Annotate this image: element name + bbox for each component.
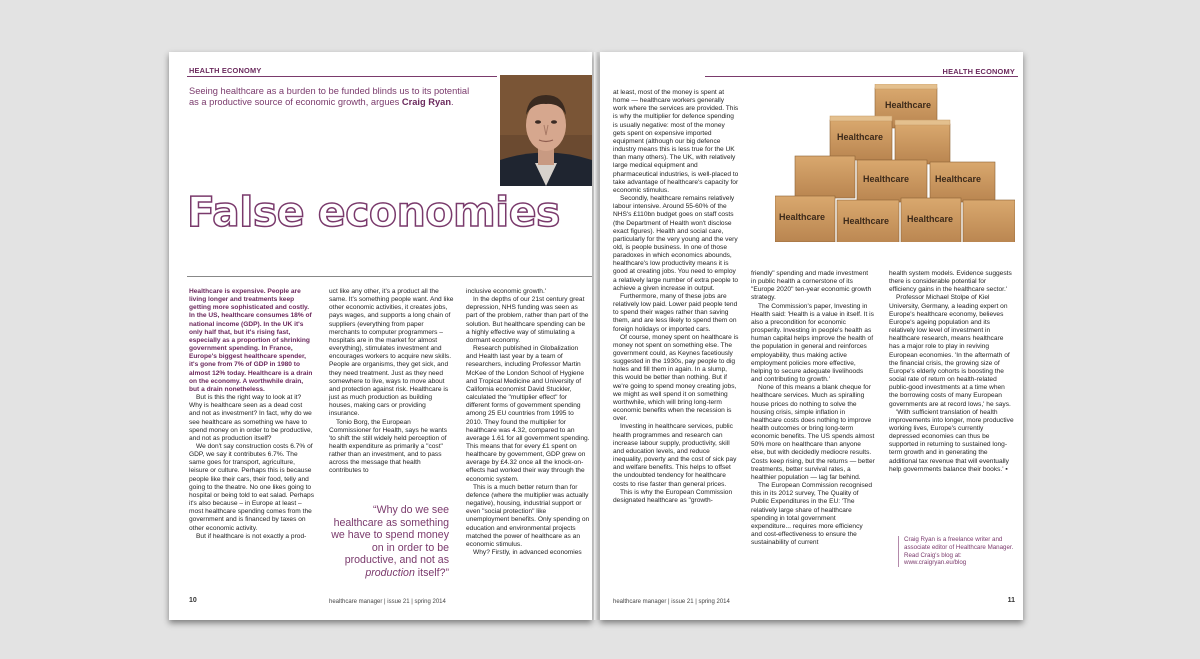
pull-quote-text: “Why do we see healthcare as something we have to spend money on in order to be productive, and not as [331,504,449,567]
pull-quote-end: itself?” [417,566,449,579]
page-number: 11 [1007,597,1015,604]
pull-quote [329,504,449,580]
body-paragraph: The European Commission recognised this in its 2012 survey, The Quality of Public Expenditures in the EU: 'The relatively large share of healthcare spending in total government expenditure... requires more efficiency and cost-effectiveness to ensure the sustainability of current [751,482,872,547]
body-paragraph: None of this means a blank cheque for healthcare services. Much as spiralling house prices do nothing to solve the housing crisis, simple inflation in healthcare costs does nothing to improve health outcomes or bring long-term economic benefits. The US spends almost 50% more on healthcare than anyone else, but with decidedly mediocre results. Costs keep rising, but the returns — better treatments, better survival rates, a healthier population — lag far behind. [751,384,875,481]
author-photo [500,75,592,186]
body-paragraph: This is a much better return than for defence (where the multiplier was actually negative), housing, industrial support or even "social protection" like unemployment benefits. Only spending on education and environmental projects matched the power of healthcare as an economic stimulus. [466,483,590,548]
healthcare-boxes-illustration [775,84,1015,259]
body-paragraph: Research published in Globalization and Health last year by a team of researchers, including Professor Martin McKee of the London School of Hygiene and Tropical Medicine and University of California economist David Stuckler, calculated the "multiplier effect" for different forms of government spending among 25 EU countries from 1995 to 2010. They found the multiplier for healthcare was 4.32, compared to an average 1.61 for all government spending. This means that for every £1 spent on healthcare by government, GDP grew on average by £4.32 once all the knock-on-effects had worked their way through the economic system. [466,345,590,483]
box-label: Healthcare [863,174,910,184]
body-paragraph: friendly" spending and made investment in public health a cornerstone of its "Europe 2020" ten-year economic growth strategy. [751,270,872,302]
body-paragraph: But is this the right way to look at it? Why is healthcare seen as a dead cost and not as investment? In fact, why do we see healthcare as something we have to spend money on in order to be productive, and not as production itself? [189,394,313,442]
box-label: Healthcare [843,216,890,226]
box-label: Healthcare [907,214,954,224]
body-paragraph: uct like any other, it's a product all the same. It's something people want. And like other economic activities, it creates jobs, pays wages, and supports a long chain of suppliers (everything from paper merchants to computer programmers – hospitals are in the market for almost everything), stimulates investment and encourages workers to acquire new skills. People are organisms, they get sick, and they need treatment. Just as they need somewhere to live, ways to move about and protection against risk. Healthcare is just as much production as building houses, making cars or providing insurance. [329,288,454,418]
right-page [600,52,1023,620]
section-rule [187,76,497,77]
standfirst-text: Seeing healthcare as a burden to be funded blinds us to its potential as a productive source of economic growth, argues [189,86,470,107]
author-name: Craig Ryan [401,97,452,107]
body-paragraph: health system models. Evidence suggests there is considerable potential for efficiency gains in the healthcare sector.' [889,270,1012,294]
headline-rule [187,276,592,277]
boxes-svg [775,84,1015,259]
box-label: Healthcare [935,174,982,184]
body-paragraph: 'With sufficient translation of health improvements into longer, more productive working lives, Europe's currently depressed economies can thus be supported in returning to sustained long-term growth and in generating the additional tax revenue that will eventually help governments balance their books.' ▪ [889,408,1014,473]
body-paragraph: We don't say construction costs 6.7% of GDP, we say it contributes 6.7%. The same goes for transport, agriculture, leisure or culture. Perhaps this is because people like their cars, their food, telly and going to the theatre. No one likes going to hospital or being told to eat salad. Perhaps it's also because – in Europe at least – most healthcare spending comes from the government and is financed by taxes on other economic activity. [189,442,314,532]
body-column-2 [751,270,875,547]
body-column-3 [466,288,590,557]
headline: False economies [187,188,560,236]
standfirst: Seeing healthcare as a burden to be funded blinds us to its potential as a productive source of economic growth, argues Craig Ryan. [189,86,470,107]
box-label: Healthcare [779,212,826,222]
folio: healthcare manager | issue 21 | spring 2014 [329,599,446,605]
pull-quote-italic: production [365,566,415,579]
body-paragraph: inclusive economic growth.' [466,288,547,295]
body-paragraph: In the depths of our 21st century great depression, NHS funding was seen as part of the problem, rather than part of the solution. But healthcare spending can be a highly effective way of stimulating a dormant economy. [466,296,589,344]
author-bio: Craig Ryan is a freelance writer and associate editor of Healthcare Manager. Read Craig's blog at: www.craigryan.eu/blog [898,536,1019,567]
section-label: HEALTH ECONOMY [189,66,262,75]
body-paragraph: Secondly, healthcare remains relatively labour intensive. Around 55-60% of the NHS's £110bn budget goes on staff costs (the Department of Health won't disclose exact figures). Health and social care, particularly for the very young and the very old, is people business. In one of those paradoxes in which economics abounds, healthcare's low productivity means it is good at creating jobs. You need to employ a relatively large number of extra people to achieve a given increase in output. [613,195,738,292]
box-label: Healthcare [885,100,932,110]
body-column-1 [613,89,739,505]
body-column-1 [189,288,314,541]
body-paragraph: This is why the European Commission designated healthcare as "growth- [613,488,733,504]
body-column-2 [329,288,454,476]
body-paragraph: Why? Firstly, in advanced economies [473,549,582,556]
box-label: Healthcare [837,132,884,142]
folio: healthcare manager | issue 21 | spring 2014 [613,599,730,605]
section-rule [705,76,1018,77]
body-paragraph: But if healthcare is not exactly a prod- [196,532,307,540]
left-page [169,52,592,620]
body-paragraph: Investing in healthcare services, public health programmes and research can increase labour supply, productivity, skill and education levels, and reduce inequality, poverty and the cost of sick pay and welfare benefits. This helps to offset the undoubted tendency for healthcare costs to rise faster than general prices. [613,423,737,488]
body-paragraph: at least, most of the money is spent at home — healthcare workers generally work where the services are provided. This is why the multiplier for defence spending is usually negative: most of the money gets spent on expensive imported equipment (although our big defence industry means this is less true for the UK than many others). The UK, with relatively large medical equipment and pharmaceutical industries, is well-placed to take advantage of healthcare's capacity for economic stimulus. [613,89,739,194]
body-paragraph: Professor Michael Stolpe of Kiel University, Germany, a leading expert on Europe's healthcare economy, believes Europe's ageing population and its relatively low level of investment in healthcare research, means healthcare has a major role to play in reviving European economies. 'In the aftermath of the financial crisis, the growing size of Europe's elderly cohorts is boosting the social rate of return on health-related public-good investments at a time when the borrowing costs of many European governments are at record lows,' he says. [889,294,1011,408]
intro-paragraph: Healthcare is expensive. People are living longer and treatments keep getting more sophisticated and costly. In the US, healthcare consumes 18% of national income (GDP). In the UK it's only half that, but it's rising fast, especially as a proportion of shrinking government spending. In France, Europe's biggest healthcare spender, it's gone from 7% of GDP in 1980 to almost 12% today. Healthcare is a drain on the economy. A worthwhile drain, but a drain nonetheless. [189,288,313,393]
body-paragraph: Furthermore, many of these jobs are relatively low paid. Lower paid people tend to spend their wages rather than saving them, and are less likely to spend them on foreign holidays or imported cars. [613,292,738,333]
page-number: 10 [189,597,197,604]
body-paragraph: The Commission's paper, Investing in Health said: 'Health is a value in itself. It is also a precondition for economic prosperity. Investing in people's health as human capital helps improve the health of the population in general and reinforces employability, thus making active employment policies more effective, helping to secure adequate livelihoods and contributing to growth.' [751,302,874,384]
body-paragraph: Of course, money spent on healthcare is money not spent on something else. The government could, as Keynes facetiously suggested in the 1930s, pay people to dig holes and fill them in again. In a slump, this would be better than nothing. But if we're going to spend money creating jobs, we might as well spend it on something worthwhile, which will bring long-term economic benefits when the recession is over. [613,333,739,423]
section-label: HEALTH ECONOMY [942,67,1015,76]
body-paragraph: Tonio Borg, the European Commissioner for Health, says he wants 'to shift the still widely held perception of health expenditure as primarily a "cost" rather than an investment, and to pass across the message that health contributes to [329,418,447,475]
body-column-3 [889,270,1014,474]
